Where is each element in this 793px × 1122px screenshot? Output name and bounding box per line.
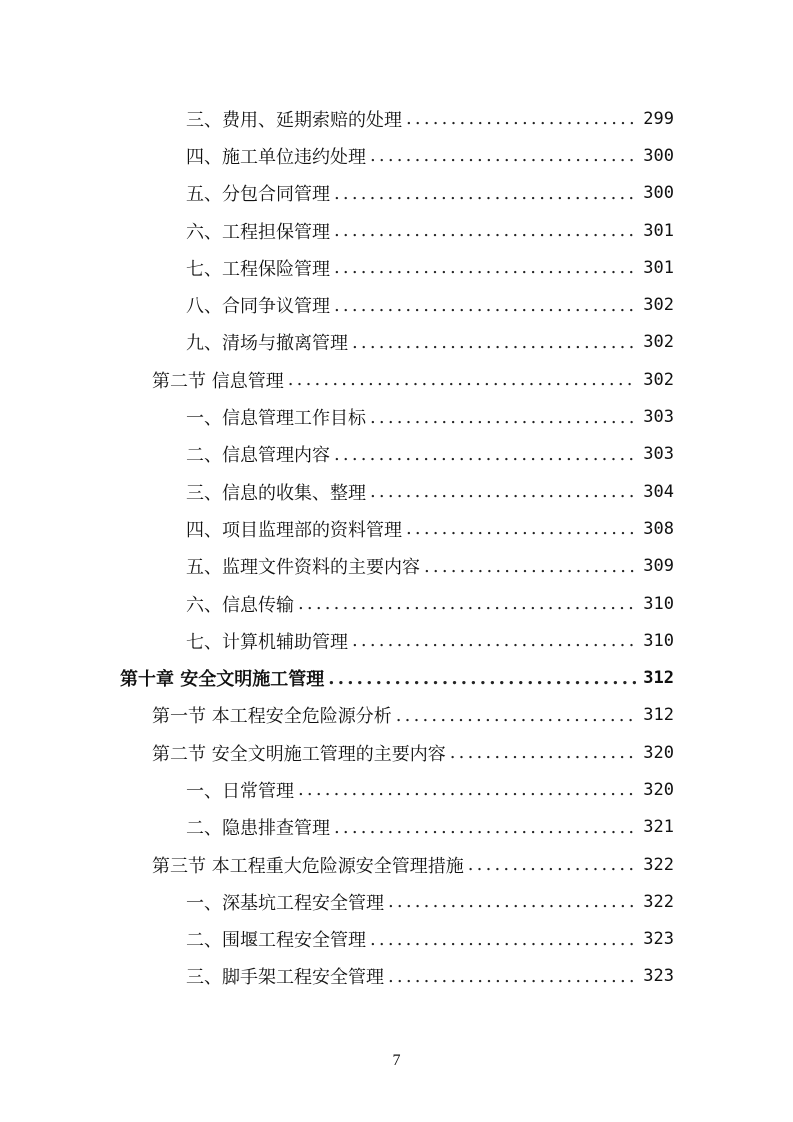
toc-entry[interactable] <box>0 249 793 286</box>
toc-entry-label: 四、项目监理部的资料管理 <box>186 516 406 542</box>
toc-entry-label: 七、计算机辅助管理 <box>186 628 352 654</box>
toc-entry[interactable] <box>0 958 793 995</box>
toc-entry-page: 309 <box>643 556 674 577</box>
toc-entry-label: 五、监理文件资料的主要内容 <box>186 553 424 579</box>
toc-entry-label: 三、脚手架工程安全管理 <box>186 963 388 989</box>
toc-entry-label: 八、合同争议管理 <box>186 292 334 318</box>
toc-leader-dots <box>334 183 636 204</box>
toc-entry-page: 310 <box>643 593 674 614</box>
toc-entry-page: 312 <box>643 705 674 726</box>
toc-entry-label: 七、工程保险管理 <box>186 255 334 281</box>
toc-entry-chapter[interactable] <box>0 659 793 696</box>
toc-entry-label: 三、信息的收集、整理 <box>186 479 370 505</box>
toc-leader-dots <box>424 556 636 577</box>
toc-leader-dots <box>334 257 636 278</box>
toc-entry[interactable] <box>0 548 793 585</box>
toc-entry-page: 312 <box>643 668 674 689</box>
toc-entry-page: 308 <box>643 518 674 539</box>
toc-entry-label: 六、信息传输 <box>186 591 298 617</box>
toc-leader-dots <box>406 518 636 539</box>
toc-entry[interactable] <box>0 473 793 510</box>
toc-leader-dots <box>288 369 636 390</box>
toc-entry-label: 第三节 本工程重大危险源安全管理措施 <box>152 852 468 878</box>
toc-entry-page: 322 <box>643 854 674 875</box>
toc-entry[interactable] <box>0 212 793 249</box>
toc-leader-dots <box>388 966 636 987</box>
toc-entry-label: 五、分包合同管理 <box>186 180 334 206</box>
toc-entry-page: 303 <box>643 444 674 465</box>
toc-entry-label: 第十章 安全文明施工管理 <box>120 665 328 691</box>
toc-leader-dots <box>450 742 636 763</box>
toc-entry-page: 301 <box>643 220 674 241</box>
toc-entry-page: 302 <box>643 332 674 353</box>
toc-entry-label: 四、施工单位违约处理 <box>186 143 370 169</box>
toc-leader-dots <box>334 295 636 316</box>
toc-leader-dots <box>334 444 636 465</box>
toc-entry-page: 304 <box>643 481 674 502</box>
toc-entry-label: 一、信息管理工作目标 <box>186 404 370 430</box>
toc-leader-dots <box>328 668 636 689</box>
toc-entry-label: 二、隐患排查管理 <box>186 814 334 840</box>
toc-entry-section[interactable] <box>0 734 793 771</box>
toc-leader-dots <box>406 108 636 129</box>
toc-leader-dots <box>396 705 636 726</box>
toc-entry-page: 323 <box>643 966 674 987</box>
toc-leader-dots <box>298 779 636 800</box>
toc-entry-label: 三、费用、延期索赔的处理 <box>186 106 406 132</box>
toc-entry-page: 320 <box>643 742 674 763</box>
toc-entry[interactable] <box>0 324 793 361</box>
toc-entry-label: 第一节 本工程安全危险源分析 <box>152 702 396 728</box>
toc-entry-page: 322 <box>643 891 674 912</box>
toc-entry[interactable] <box>0 510 793 547</box>
toc-entry-page: 302 <box>643 295 674 316</box>
toc-leader-dots <box>334 220 636 241</box>
toc-entry-label: 六、工程担保管理 <box>186 218 334 244</box>
toc-leader-dots <box>352 630 636 651</box>
toc-leader-dots <box>370 145 636 166</box>
toc-leader-dots <box>352 332 636 353</box>
toc-entry-page: 301 <box>643 257 674 278</box>
toc-leader-dots <box>334 817 636 838</box>
toc-entry-label: 一、深基坑工程安全管理 <box>186 889 388 915</box>
toc-entry-page: 310 <box>643 630 674 651</box>
toc-entry-page: 300 <box>643 183 674 204</box>
toc-entry[interactable] <box>0 921 793 958</box>
toc-entry[interactable] <box>0 436 793 473</box>
toc-leader-dots <box>370 407 636 428</box>
toc-entry[interactable] <box>0 100 793 137</box>
toc-entry-label: 九、清场与撤离管理 <box>186 329 352 355</box>
toc-entry[interactable] <box>0 137 793 174</box>
toc-entry[interactable] <box>0 585 793 622</box>
toc-leader-dots <box>388 891 636 912</box>
toc-entry-label: 第二节 安全文明施工管理的主要内容 <box>152 740 450 766</box>
toc-entry-label: 二、信息管理内容 <box>186 441 334 467</box>
toc-entry-page: 321 <box>643 817 674 838</box>
toc-entry[interactable] <box>0 286 793 323</box>
toc-entry-label: 一、日常管理 <box>186 777 298 803</box>
toc-entry-page: 320 <box>643 779 674 800</box>
toc-entry-section[interactable] <box>0 846 793 883</box>
toc-entry[interactable] <box>0 809 793 846</box>
page-number: 7 <box>392 1052 401 1069</box>
toc-entry-page: 302 <box>643 369 674 390</box>
toc-entry[interactable] <box>0 398 793 435</box>
toc-leader-dots <box>298 593 636 614</box>
toc-entry-label: 第二节 信息管理 <box>152 367 288 393</box>
toc-entry[interactable] <box>0 883 793 920</box>
toc-entry[interactable] <box>0 771 793 808</box>
toc-entry-label: 二、围堰工程安全管理 <box>186 926 370 952</box>
toc-leader-dots <box>370 481 636 502</box>
toc-entry-section[interactable] <box>0 697 793 734</box>
toc-leader-dots <box>370 929 636 950</box>
toc-entry-page: 299 <box>643 108 674 129</box>
table-of-contents <box>0 100 793 995</box>
toc-leader-dots <box>468 854 636 875</box>
toc-entry[interactable] <box>0 175 793 212</box>
toc-entry-section[interactable] <box>0 361 793 398</box>
toc-entry-page: 303 <box>643 407 674 428</box>
toc-entry-page: 323 <box>643 929 674 950</box>
toc-entry[interactable] <box>0 622 793 659</box>
toc-entry-page: 300 <box>643 145 674 166</box>
